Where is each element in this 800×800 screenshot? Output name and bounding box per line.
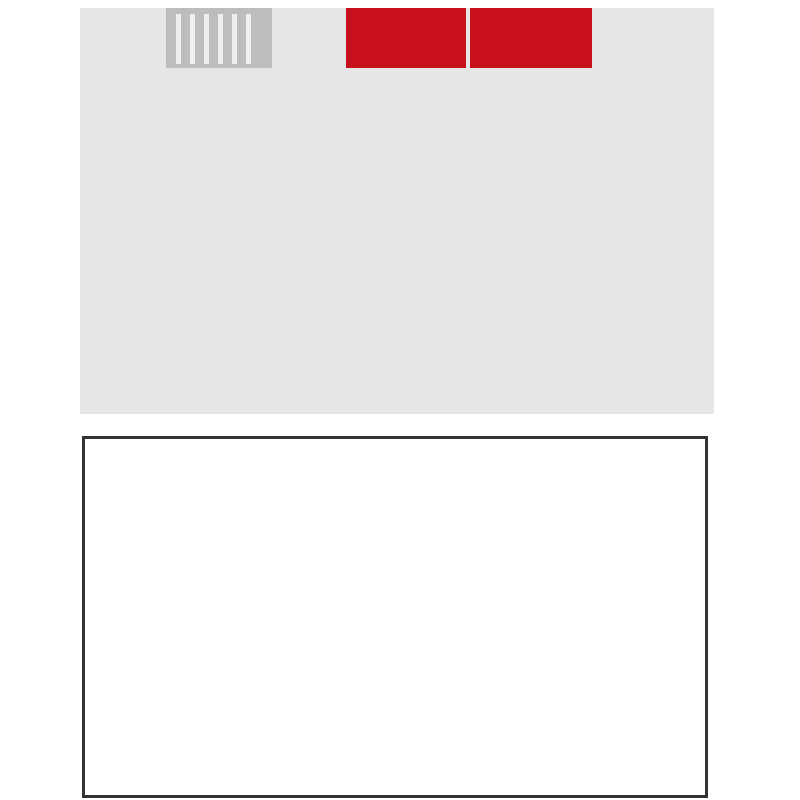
header-size	[272, 8, 344, 68]
header-recommended	[594, 8, 714, 68]
header-upper-bust	[346, 8, 466, 68]
size-chart-panel	[80, 8, 714, 414]
cup-size-table	[82, 436, 708, 798]
header-under-bust	[470, 8, 592, 68]
product-thumbnail	[166, 8, 272, 68]
